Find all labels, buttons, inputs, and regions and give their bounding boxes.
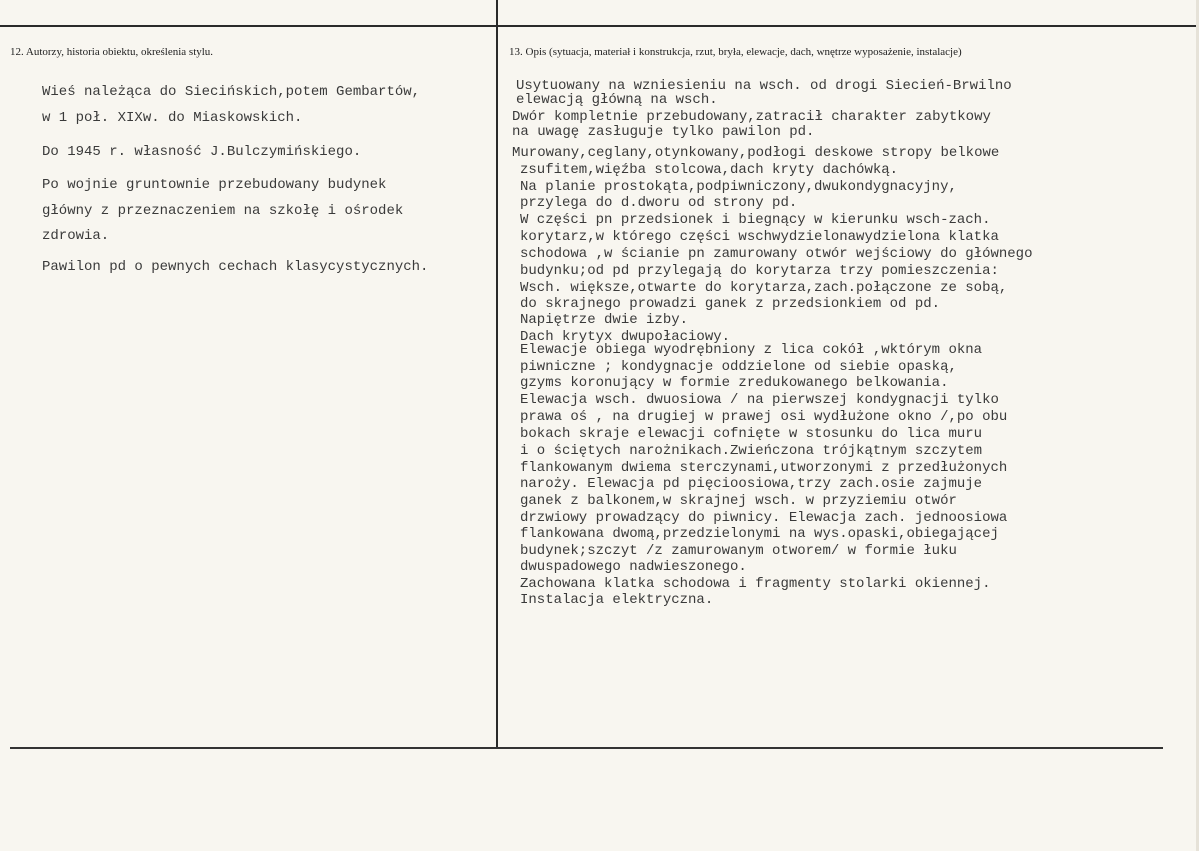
description-line: drzwiowy prowadzący do piwnicy. Elewacja zach. jednoosiowa: [520, 510, 1008, 526]
description-line: na uwagę zasługuje tylko pawilon pd.: [512, 124, 815, 140]
description-line: dwuspadowego nadwieszonego.: [520, 559, 747, 575]
description-line: naroży. Elewacja pd pięcioosiowa,trzy zach.osie zajmuje: [520, 476, 983, 492]
description-line: bokach skraje elewacji cofnięte w stosunku do lica muru: [520, 426, 983, 442]
description-line: flankowanym dwiema sterczynami,utworzonymi z przedłużonych: [520, 460, 1008, 476]
description-line: gzyms koronujący w formie zredukowanego belkowania.: [520, 375, 949, 391]
description-line: Napiętrze dwie izby.: [520, 312, 689, 328]
description-line: Zachowana klatka schodowa i fragmenty stolarki okiennej.: [520, 576, 991, 592]
description-line: elewacją główną na wsch.: [516, 92, 718, 108]
description-line: Na planie prostokąta,podpiwniczony,dwukondygnacyjny,: [520, 179, 957, 195]
description-line: Wsch. większe,otwarte do korytarza,zach.połączone ze sobą,: [520, 280, 1008, 296]
description-line: schodowa ,w ścianie pn zamurowany otwór wejściowy do głównego: [520, 246, 1033, 262]
history-line: Po wojnie gruntownie przebudowany budynek: [42, 177, 387, 193]
column-divider: [496, 0, 498, 748]
description-line: flankowana dwomą,przedzielonymi na wys.opaski,obiegającej: [520, 526, 999, 542]
top-rule: [0, 25, 1199, 27]
description-line: Elewacje obiega wyodrębniony z lica cokół ,wktórym okna: [520, 342, 983, 358]
history-line: Wieś należąca do Siecińskich,potem Gembartów,: [42, 84, 421, 100]
description-line: do skrajnego prowadzi ganek z przedsionkiem od pd.: [520, 296, 941, 312]
bottom-rule: [10, 747, 1163, 749]
description-line: korytarz,w którego części wschwydzielonawydzielona klatka: [520, 229, 999, 245]
description-line: Usytuowany na wzniesieniu na wsch. od drogi Siecień-Brwilno: [516, 78, 1012, 94]
description-line: prawa oś , na drugiej w prawej osi wydłużone okno /,po obu: [520, 409, 1008, 425]
history-line: główny z przeznaczeniem na szkołę i ośrodek: [42, 203, 404, 219]
history-line: Do 1945 r. własność J.Bulczymińskiego.: [42, 144, 362, 160]
description-line: Murowany,ceglany,otynkowany,podłogi deskowe stropy belkowe: [512, 145, 1000, 161]
description-line: Dwór kompletnie przebudowany,zatracił charakter zabytkowy: [512, 109, 991, 125]
description-line: Elewacja wsch. dwuosiowa / na pierwszej kondygnacji tylko: [520, 392, 999, 408]
description-line: przylega do d.dworu od strony pd.: [520, 195, 798, 211]
description-line: budynku;od pd przylegają do korytarza trzy pomieszczenia:: [520, 263, 999, 279]
history-line: Pawilon pd o pewnych cechach klasycystycznych.: [42, 259, 429, 275]
description-line: W części pn przedsionek i biegnący w kierunku wsch-zach.: [520, 212, 991, 228]
history-line: w 1 poł. XIXw. do Miaskowskich.: [42, 110, 303, 126]
section-13-header: 13. Opis (sytuacja, materiał i konstrukcja, rzut, bryła, elewacje, dach, wnętrze wyposażenie, instalacje): [509, 46, 962, 58]
description-line: zsufitem,więźba stolcowa,dach kryty dachówką.: [520, 162, 899, 178]
description-line: Dach krytyx dwupołaciowy.: [520, 329, 731, 345]
description-line: piwniczne ; kondygnacje oddzielone od siebie opaską,: [520, 359, 957, 375]
section-12-header: 12. Autorzy, historia obiektu, określenia stylu.: [10, 46, 214, 58]
description-line: Instalacja elektryczna.: [520, 592, 714, 608]
description-line: budynek;szczyt /z zamurowanym otworem/ w formie łuku: [520, 543, 957, 559]
description-line: i o ściętych narożnikach.Zwieńczona trójkątnym szczytem: [520, 443, 983, 459]
history-line: zdrowia.: [42, 228, 110, 244]
description-line: ganek z balkonem,w skrajnej wsch. w przyziemiu otwór: [520, 493, 957, 509]
